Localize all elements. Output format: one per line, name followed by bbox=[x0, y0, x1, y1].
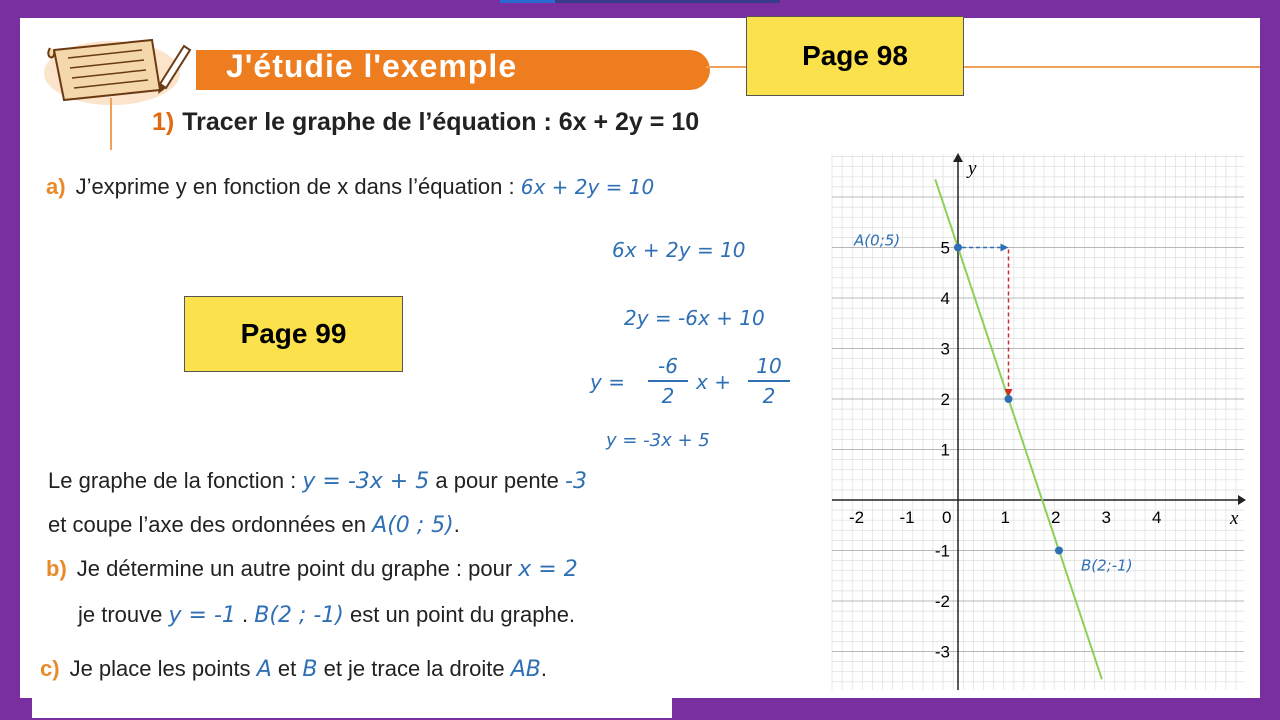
point-marker bbox=[1055, 547, 1063, 555]
conclusion-line-1 bbox=[48, 468, 587, 494]
part-b-value: y = -1 bbox=[168, 603, 236, 628]
fraction-2-bar bbox=[748, 380, 790, 382]
fraction-1-numerator: -6 bbox=[658, 354, 678, 378]
y-axis-arrow bbox=[953, 153, 963, 162]
part-a-label: a) bbox=[46, 174, 66, 199]
y-tick-label: -1 bbox=[934, 541, 950, 561]
fraction-2 bbox=[748, 354, 790, 408]
part-b-line-1 bbox=[46, 556, 578, 582]
point-label: A(0;5) bbox=[854, 231, 901, 250]
part-c-point-b: B bbox=[302, 657, 318, 682]
part-b-condition: x = 2 bbox=[518, 557, 578, 582]
conclusion-slope: -3 bbox=[565, 469, 587, 494]
exercise-title-text: Tracer le graphe de l’équation : 6x + 2y = 10 bbox=[182, 108, 700, 136]
conclusion-line-2 bbox=[48, 512, 460, 538]
scroll-pencil-icon bbox=[42, 28, 192, 108]
y-tick-label: -3 bbox=[934, 642, 950, 662]
step-2: 2y = -6x + 10 bbox=[624, 306, 765, 330]
part-b-dot: . bbox=[242, 602, 249, 627]
part-a-equation: 6x + 2y = 10 bbox=[520, 175, 655, 199]
x-tick-label: 2 bbox=[1051, 508, 1061, 527]
part-a-line bbox=[46, 174, 654, 200]
step-4: y = -3x + 5 bbox=[606, 430, 710, 451]
conclusion-line2-end: . bbox=[453, 512, 460, 537]
y-tick-label: 1 bbox=[940, 440, 950, 460]
fraction-2-denominator: 2 bbox=[762, 384, 776, 408]
part-b-line2-pre: je trouve bbox=[78, 602, 163, 627]
x-tick-label: 3 bbox=[1101, 508, 1111, 527]
fraction-1 bbox=[648, 354, 688, 408]
part-b-point: B(2 ; -1) bbox=[254, 603, 344, 628]
part-c-mid2: et je trace la droite bbox=[323, 656, 505, 681]
step-3-mid: x + bbox=[696, 370, 731, 394]
y-tick-label: -2 bbox=[934, 592, 950, 611]
part-a-text: J’exprime y en fonction de x dans l’équation : bbox=[75, 174, 515, 199]
point-label: B(2;-1) bbox=[1081, 556, 1133, 575]
exercise-title bbox=[152, 108, 699, 137]
part-b-line-2 bbox=[78, 602, 575, 628]
fraction-1-denominator: 2 bbox=[661, 384, 675, 408]
point-marker bbox=[954, 244, 962, 252]
top-strip-accent bbox=[500, 0, 555, 3]
step-1: 6x + 2y = 10 bbox=[612, 238, 746, 262]
part-c-line bbox=[40, 656, 547, 682]
conclusion-equation: y = -3x + 5 bbox=[302, 469, 430, 494]
y-tick-label: 4 bbox=[940, 289, 950, 308]
y-tick-label: 5 bbox=[940, 238, 950, 258]
exercise-number: 1) bbox=[152, 108, 175, 136]
part-c-line-ab: AB bbox=[510, 657, 541, 682]
part-b-line2-end: est un point du graphe. bbox=[349, 602, 576, 627]
part-c-point-a: A bbox=[256, 657, 272, 682]
x-tick-label: -2 bbox=[849, 508, 865, 527]
x-tick-label: 0 bbox=[942, 508, 952, 527]
vertical-divider bbox=[110, 98, 112, 150]
x-axis-arrow bbox=[1238, 495, 1246, 505]
conclusion-point-a: A(0 ; 5) bbox=[372, 513, 454, 538]
point-marker bbox=[1005, 395, 1013, 403]
x-axis-label: x bbox=[1230, 508, 1239, 529]
part-c-mid: et bbox=[277, 656, 297, 681]
page-98-label: Page 98 bbox=[746, 16, 964, 96]
part-b-label: b) bbox=[46, 556, 67, 581]
conclusion-mid: a pour pente bbox=[435, 468, 559, 493]
function-graph bbox=[826, 150, 1246, 692]
conclusion-line2-pre: et coupe l’axe des ordonnées en bbox=[48, 512, 367, 537]
x-tick-label: 1 bbox=[1000, 508, 1010, 527]
y-axis-label: y bbox=[968, 158, 977, 179]
part-c-pre: Je place les points bbox=[69, 656, 251, 681]
section-title: J'étudie l'exemple bbox=[226, 48, 518, 84]
step-3-lhs: y = bbox=[590, 370, 625, 394]
y-tick-label: 3 bbox=[940, 339, 950, 359]
part-b-text: Je détermine un autre point du graphe : pour bbox=[76, 556, 513, 581]
page-99-label: Page 99 bbox=[184, 296, 403, 372]
part-c-end: . bbox=[540, 656, 547, 681]
y-tick-label: 2 bbox=[940, 390, 950, 409]
conclusion-pre: Le graphe de la fonction : bbox=[48, 468, 297, 493]
run-arrow-head bbox=[1001, 244, 1009, 252]
x-tick-label: -1 bbox=[899, 508, 915, 527]
top-strip bbox=[500, 0, 780, 3]
x-tick-label: 4 bbox=[1152, 508, 1162, 527]
page-sheet-extension bbox=[32, 698, 672, 718]
fraction-2-numerator: 10 bbox=[756, 354, 782, 378]
fraction-1-bar bbox=[648, 380, 688, 382]
part-c-label: c) bbox=[40, 656, 60, 681]
